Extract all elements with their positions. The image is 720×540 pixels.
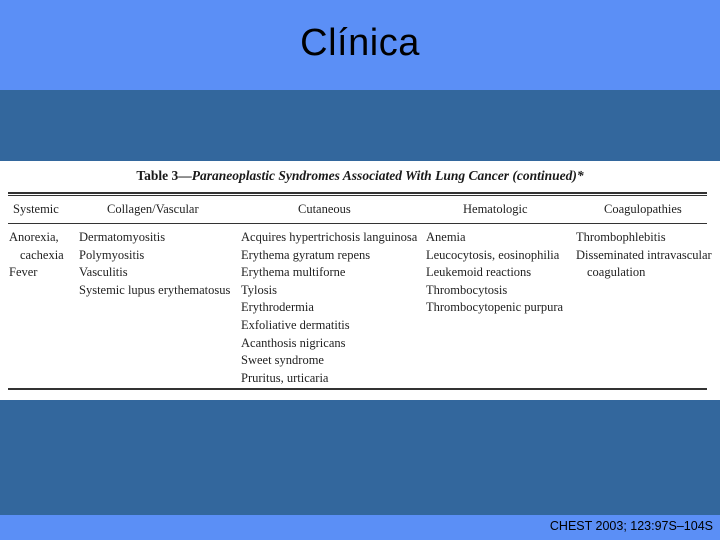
- table-caption-title: Paraneoplastic Syndromes Associated With Lung Cancer (continued)*: [191, 168, 584, 183]
- header-coagulopathies: Coagulopathies: [604, 202, 682, 216]
- table-cell: Disseminated intravascular: [576, 247, 712, 262]
- table-cell: Thrombocytosis: [426, 282, 508, 297]
- table-top-rule-2: [8, 195, 707, 196]
- header-collagen-vascular: Collagen/Vascular: [107, 202, 199, 216]
- table-top-rule: [8, 192, 707, 194]
- table-header-rule: [8, 223, 707, 224]
- table-cell: Thrombocytopenic purpura: [426, 300, 564, 315]
- header-hematologic: Hematologic: [463, 202, 528, 216]
- table-cell: Tylosis: [241, 282, 277, 297]
- table-cell: Leukemoid reactions: [426, 265, 532, 280]
- slide-title: Clínica: [300, 22, 420, 64]
- table-bottom-rule: [8, 388, 707, 390]
- table-cell: Acanthosis nigricans: [241, 335, 346, 350]
- table-caption: [0, 168, 720, 184]
- table-caption-lead: Table 3—: [136, 168, 192, 183]
- table-cell: coagulation: [587, 265, 646, 280]
- table-cell: Acquires hypertrichosis languinosa: [241, 230, 418, 244]
- column-systemic: [9, 229, 64, 282]
- table-cell: Polymyositis: [79, 247, 145, 262]
- table-cell: Fever: [9, 265, 38, 280]
- table-cell: Sweet syndrome: [241, 353, 324, 368]
- table-cell: Systemic lupus erythematosus: [79, 282, 231, 297]
- table-cell: Pruritus, urticaria: [241, 370, 329, 385]
- table-cell: Anorexia,: [9, 230, 59, 244]
- column-hematologic: [426, 229, 563, 317]
- citation: CHEST 2003; 123:97S–104S: [549, 519, 713, 533]
- table-cell: Thrombophlebitis: [576, 230, 666, 244]
- column-cutaneous: [241, 229, 417, 387]
- table-cell: Leucocytosis, eosinophilia: [426, 247, 560, 262]
- table-image-panel: [0, 161, 720, 400]
- column-collagen-vascular: [79, 229, 230, 299]
- table-cell: Anemia: [426, 230, 466, 244]
- table-cell: Erythrodermia: [241, 300, 314, 315]
- table-cell: Erythema gyratum repens: [241, 247, 371, 262]
- table-cell: cachexia: [20, 247, 64, 262]
- table-cell: Dermatomyositis: [79, 230, 166, 244]
- column-coagulopathies: [576, 229, 712, 282]
- table-cell: Vasculitis: [79, 265, 128, 280]
- table-cell: Erythema multiforne: [241, 265, 346, 280]
- header-systemic: Systemic: [13, 202, 59, 216]
- header-cutaneous: Cutaneous: [298, 202, 351, 216]
- table-cell: Exfoliative dermatitis: [241, 317, 350, 332]
